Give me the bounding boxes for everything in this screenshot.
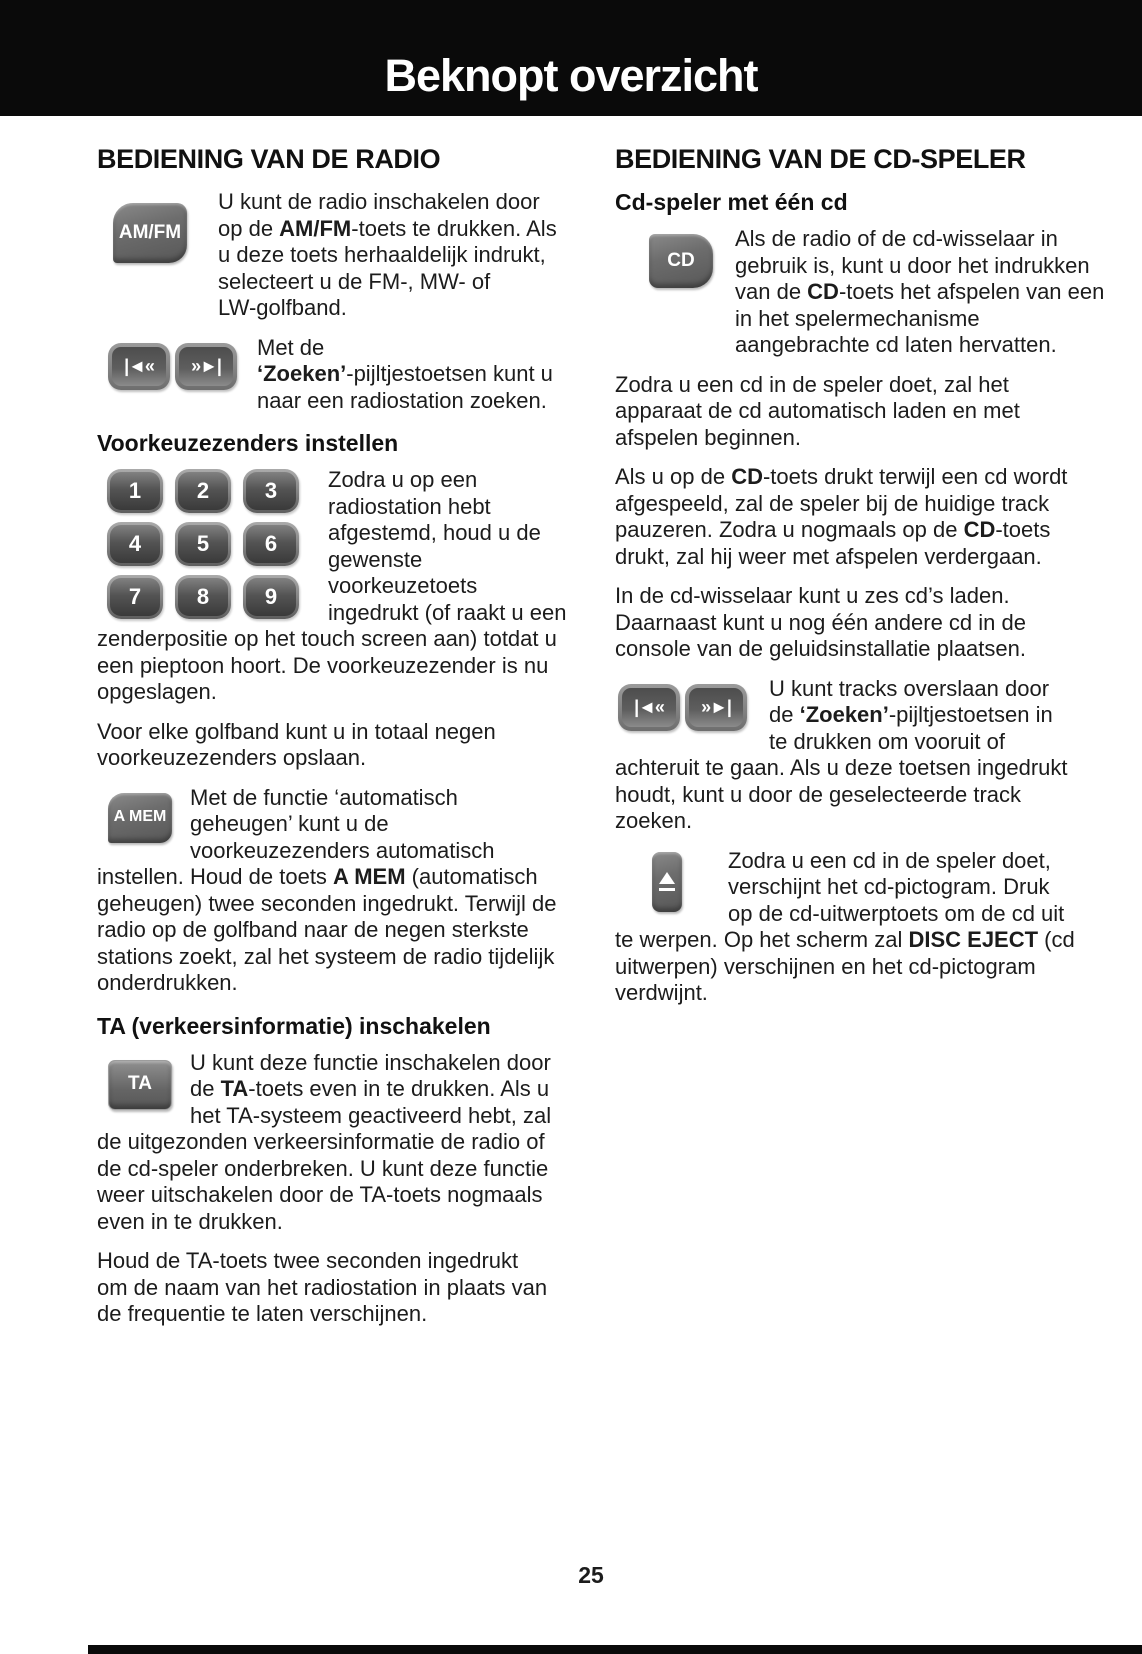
amfm-key-label: AM/FM <box>118 221 182 243</box>
cd-key-label: CD <box>667 249 695 271</box>
cd-seek-back-icon: |◄« <box>622 688 676 727</box>
radio-seek-row <box>97 335 575 415</box>
preset-key-1: 1 <box>107 469 163 513</box>
radio-heading: BEDIENING VAN DE RADIO <box>97 144 441 174</box>
cd-section <box>615 144 1115 1341</box>
eject-paragraph: Zodra u een cd in de speler doet, verschijnt het cd-pictogram. Druk op de cd-uitwerptoets om de cd uit te werpen. Op het scherm zal DISC EJECT (cd uitwerpen) verschijnen en het cd-pictogram verdwijnt. <box>615 847 1075 1005</box>
cd-paragraph: Als de radio of de cd-wisselaar in gebruik is, kunt u door het indrukken van de CD-toets het afspelen van een in het spelermechanisme aangebrachte cd laten hervatten. <box>735 226 1105 357</box>
amem-key <box>108 793 172 843</box>
radio-section <box>97 144 575 1341</box>
cd-pause-paragraph: Als u op de CD-toets drukt terwijl een cd wordt afgespeeld, zal de speler bij de huidige track pauzeren. Zodra u nogmaals op de CD-toets drukt, zal hij weer met afspelen verdergaan. <box>615 464 1068 569</box>
footer-rule <box>88 1645 1142 1654</box>
preset-key-4: 4 <box>107 522 163 566</box>
cd-key-row <box>615 226 1115 359</box>
presets-extra-paragraph: Voor elke golfband kunt u in totaal negen voorkeuzezenders opslaan. <box>97 718 496 770</box>
cd-seek-keys <box>618 684 747 731</box>
preset-key-5: 5 <box>175 522 231 566</box>
eject-row <box>615 848 1115 1007</box>
ta-heading: TA (verkeersinformatie) inschakelen <box>97 1012 491 1039</box>
eject-icon <box>659 872 675 884</box>
seek-back-key <box>108 343 170 390</box>
ta-key <box>108 1060 172 1110</box>
preset-keypad <box>107 469 299 619</box>
amfm-row <box>97 189 575 322</box>
presets-row <box>97 467 575 706</box>
cd-seek-forward-icon: »►| <box>689 688 743 727</box>
cd-seek-paragraph: U kunt tracks overslaan door de ‘Zoeken’-pijltjestoetsen in te drukken om vooruit of achteruit te gaan. Als u deze toetsen ingedrukt houdt, kunt u door de geselecteerde track zoeken. <box>615 675 1068 833</box>
preset-key-7: 7 <box>107 575 163 619</box>
page-title: Beknopt overzicht <box>384 50 758 101</box>
amem-key-label: A MEM <box>113 808 167 826</box>
cd-key <box>649 234 713 288</box>
ta-row <box>97 1050 575 1236</box>
cd-heading: BEDIENING VAN DE CD-SPELER <box>615 144 1026 174</box>
amem-paragraph: Met de functie ‘automatisch geheugen’ kunt u de voorkeuzezenders automatisch instellen. Houd de toets A MEM (automatisch geheugen) twee seconden ingedrukt. Terwijl de radio op de golfband naar de negen sterkste stations zoekt, zal het systeem de radio tijdelijk onderdrukken. <box>97 784 557 995</box>
preset-key-2: 2 <box>175 469 231 513</box>
header-bar <box>0 0 1142 116</box>
ta-extra-paragraph: Houd de TA-toets twee seconden ingedrukt om de naam van het radiostation in plaats van de frequentie te laten verschijnen. <box>97 1248 548 1326</box>
preset-key-6: 6 <box>243 522 299 566</box>
eject-icon-bar <box>659 888 675 891</box>
seek-back-icon: |◄« <box>112 347 166 386</box>
ta-paragraph: U kunt deze functie inschakelen door de TA-toets even in te drukken. Als u het TA-systeem geactiveerd hebt, zal de uitgezonden verkeersinformatie de radio of de cd-speler onderbreken. U kunt deze functie weer uitschakelen door de TA-toets nogmaals even in te drukken. <box>97 1049 552 1234</box>
ta-key-label: TA <box>128 1073 152 1095</box>
preset-key-8: 8 <box>175 575 231 619</box>
eject-key <box>652 852 682 912</box>
cd-changer-paragraph: In de cd-wisselaar kunt u zes cd’s laden. Daarnaast kunt u nog één andere cd in de console van de geluidsinstallatie plaatsen. <box>615 583 1026 661</box>
radio-seek-paragraph: Met de ‘Zoeken’-pijltjestoetsen kunt u naar een radiostation zoeken. <box>257 334 553 413</box>
cd-seek-forward-key <box>685 684 747 731</box>
presets-heading: Voorkeuzezenders instellen <box>97 430 399 456</box>
cd-seek-back-key <box>618 684 680 731</box>
amem-row <box>97 785 575 997</box>
cd-seek-row <box>615 676 1115 835</box>
content-columns <box>0 116 1142 1341</box>
preset-key-3: 3 <box>243 469 299 513</box>
seek-forward-icon: »►| <box>179 347 233 386</box>
cd-subheading: Cd-speler met één cd <box>615 189 848 215</box>
presets-paragraph: Zodra u op een radiostation hebt afgestemd, houd u de gewenste voorkeuzetoets ingedrukt (of raakt u een zenderpositie op het touch screen aan) totdat u een pieptoon hoort. De voorkeuzezender is nu opgeslagen. <box>97 467 567 704</box>
radio-seek-keys <box>108 343 237 390</box>
cd-load-paragraph: Zodra u een cd in de speler doet, zal het apparaat de cd automatisch laden en met afspelen beginnen. <box>615 371 1020 450</box>
amfm-key <box>113 203 187 263</box>
seek-forward-key <box>175 343 237 390</box>
amfm-paragraph: U kunt de radio inschakelen door op de AM/FM-toets te drukken. Als u deze toets herhaaldelijk indrukt, selecteert u de FM-, MW- of LW-golfband. <box>218 189 557 320</box>
preset-key-9: 9 <box>243 575 299 619</box>
page-number: 25 <box>578 1562 604 1588</box>
